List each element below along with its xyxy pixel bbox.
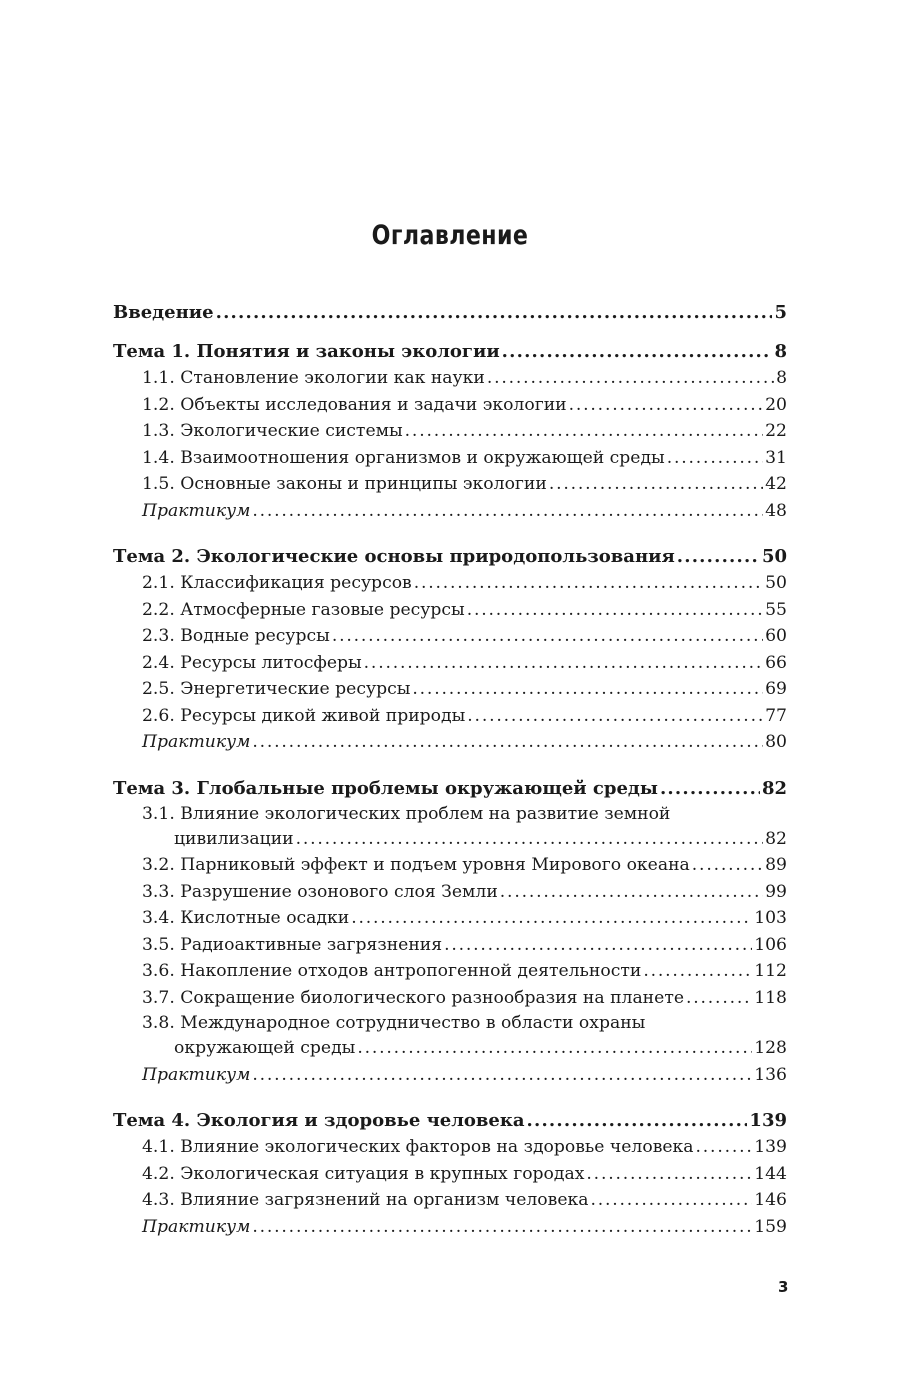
toc-entry-3-3[interactable] — [113, 879, 787, 906]
toc-entry-text: Тема 4. Экология и здоровье человека — [113, 1110, 525, 1131]
toc-entry-text: 3.8. Международное сотрудничество в области охраны — [142, 1013, 646, 1033]
toc-entry-1-2[interactable] — [113, 392, 787, 419]
toc-entry-text: 1.4. Взаимоотношения организмов и окружающей среды — [142, 447, 665, 468]
toc-entry-page: 82 — [761, 777, 787, 799]
toc-entry-2-4[interactable] — [113, 650, 787, 677]
toc-entry-text: 3.6. Накопление отходов антропогенной деятельности — [142, 961, 642, 981]
toc-entry-page: 82 — [765, 828, 787, 849]
toc-entry-3-2[interactable] — [113, 852, 787, 879]
toc-entry-text: 2.4. Ресурсы литосферы — [142, 652, 362, 673]
toc-entry-text: 3.1. Влияние экологических проблем на развитие земной — [142, 803, 671, 824]
toc-entry-text: 3.7. Сокращение биологического разнообразия на планете — [142, 987, 684, 1008]
toc-entry-page: 77 — [765, 705, 787, 726]
toc-entry-text: 4.3. Влияние загрязнений на организм человека — [142, 1190, 589, 1210]
toc-entry-page: 139 — [749, 1110, 787, 1131]
dot-leader — [252, 729, 763, 756]
toc-entry-text: Практикум — [142, 500, 251, 521]
toc-entry-text: цивилизации — [174, 828, 294, 849]
toc-entry-text: Тема 1. Понятия и законы экологии — [113, 341, 500, 362]
toc-entry-3-5[interactable] — [113, 932, 787, 959]
toc-entry-page: 69 — [765, 679, 787, 699]
toc-entry-2-1[interactable] — [113, 570, 787, 597]
toc-topic-3[interactable] — [113, 775, 787, 802]
toc-entry-page: 139 — [754, 1137, 787, 1157]
toc-entry-3-8-line2[interactable] — [113, 1035, 787, 1062]
dot-leader — [500, 879, 763, 906]
page-number: 3 — [778, 1278, 789, 1296]
dot-leader — [351, 905, 752, 932]
dot-leader — [696, 1134, 753, 1161]
toc-entry-text: 1.5. Основные законы и принципы экологии — [142, 474, 547, 494]
toc-entry-text: 4.2. Экологическая ситуация в крупных городах — [142, 1163, 585, 1184]
toc-entry-page: 106 — [754, 934, 787, 955]
toc-entry-page: 8 — [776, 368, 787, 388]
toc-topic-4[interactable] — [113, 1107, 787, 1134]
toc-entry-4-practicum[interactable] — [113, 1214, 787, 1241]
toc-entry-text: 4.1. Влияние экологических факторов на здоровье человека — [142, 1137, 694, 1157]
toc-entry-4-2[interactable] — [113, 1161, 787, 1188]
toc-entry-text: 2.2. Атмосферные газовые ресурсы — [142, 599, 465, 620]
toc-entry-text: Практикум — [142, 1216, 251, 1237]
toc-entry-1-4[interactable] — [113, 445, 787, 472]
toc-entry-text: 2.1. Классификация ресурсов — [142, 573, 412, 593]
page-title: Оглавление — [371, 220, 529, 251]
dot-leader — [692, 852, 763, 879]
toc-entry-3-1-line2[interactable] — [113, 826, 787, 853]
toc-topic-2[interactable] — [113, 543, 787, 570]
toc-entry-page: 136 — [754, 1064, 787, 1085]
dot-leader — [502, 338, 773, 365]
dot-leader — [252, 1062, 752, 1089]
toc-entry-1-5[interactable] — [113, 471, 787, 498]
dot-leader — [569, 392, 764, 419]
toc-entry-intro[interactable] — [113, 299, 787, 326]
toc-entry-page: 80 — [765, 732, 787, 752]
toc-entry-page: 60 — [765, 626, 787, 646]
dot-leader — [660, 775, 760, 802]
toc-entry-4-1[interactable] — [113, 1134, 787, 1161]
toc-topic-1[interactable] — [113, 338, 787, 365]
toc-entry-text: 1.3. Экологические системы — [142, 421, 403, 441]
dot-leader — [590, 1187, 752, 1214]
dot-leader — [405, 418, 763, 445]
dot-leader — [549, 471, 763, 498]
toc-entry-page: 50 — [765, 573, 787, 593]
toc-entry-1-3[interactable] — [113, 418, 787, 445]
dot-leader — [467, 597, 763, 624]
dot-leader — [357, 1035, 752, 1062]
dot-leader — [467, 703, 763, 730]
toc-entry-page: 42 — [765, 474, 787, 494]
toc-entry-2-3[interactable] — [113, 623, 787, 650]
toc-entry-page: 159 — [754, 1216, 787, 1237]
toc-entry-page: 128 — [754, 1038, 787, 1058]
toc-entry-page: 50 — [761, 546, 787, 567]
toc-entry-page: 118 — [754, 987, 787, 1008]
toc-entry-1-practicum[interactable] — [113, 498, 787, 525]
toc-entry-page: 55 — [765, 599, 787, 620]
toc-entry-text: 2.6. Ресурсы дикой живой природы — [142, 705, 466, 726]
dot-leader — [414, 570, 763, 597]
dot-leader — [686, 985, 752, 1012]
toc-entry-page: 66 — [765, 652, 787, 673]
dot-leader — [677, 543, 760, 570]
toc-entry-4-3[interactable] — [113, 1187, 787, 1214]
dot-leader — [643, 958, 752, 985]
toc-entry-text: Практикум — [142, 1064, 251, 1085]
dot-leader — [364, 650, 763, 677]
toc-entry-text: 2.5. Энергетические ресурсы — [142, 679, 411, 699]
toc-entry-text: 3.5. Радиоактивные загрязнения — [142, 934, 443, 955]
toc-entry-page: 89 — [765, 855, 787, 875]
toc-entry-text: Тема 3. Глобальные проблемы окружающей среды — [113, 777, 658, 799]
dot-leader — [667, 445, 763, 472]
toc-entry-3-6[interactable] — [113, 958, 787, 985]
toc-entry-2-5[interactable] — [113, 676, 787, 703]
dot-leader — [527, 1107, 748, 1134]
toc-entry-text: Тема 2. Экологические основы природопользования — [113, 546, 675, 567]
toc-entry-3-8-line1[interactable] — [113, 1011, 787, 1035]
toc-entry-2-6[interactable] — [113, 703, 787, 730]
toc-entry-page: 22 — [765, 421, 787, 441]
toc-entry-text: 1.1. Становление экологии как науки — [142, 368, 485, 388]
toc-entry-3-1-line1[interactable] — [113, 802, 787, 826]
toc-entry-text: Введение — [113, 302, 214, 323]
toc-entry-page: 103 — [754, 908, 787, 928]
toc-entry-page: 5 — [774, 302, 787, 323]
toc-entry-page: 146 — [754, 1190, 787, 1210]
toc-entry-page: 20 — [765, 394, 787, 415]
dot-leader — [487, 365, 774, 392]
table-of-contents — [113, 299, 787, 1240]
toc-entry-2-2[interactable] — [113, 597, 787, 624]
dot-leader — [252, 1214, 752, 1241]
toc-entry-page: 31 — [765, 447, 787, 468]
toc-entry-text: 2.3. Водные ресурсы — [142, 626, 330, 646]
toc-entry-text: 1.2. Объекты исследования и задачи экологии — [142, 394, 567, 415]
toc-entry-text: окружающей среды — [174, 1038, 356, 1058]
toc-entry-text: 3.3. Разрушение озонового слоя Земли — [142, 881, 498, 902]
dot-leader — [444, 932, 752, 959]
toc-entry-2-practicum[interactable] — [113, 729, 787, 756]
dot-leader — [216, 299, 773, 326]
toc-entry-3-practicum[interactable] — [113, 1062, 787, 1089]
dot-leader — [586, 1161, 752, 1188]
toc-entry-page: 48 — [765, 500, 787, 521]
dot-leader — [296, 826, 764, 853]
toc-entry-page: 99 — [765, 881, 787, 902]
dot-leader — [252, 498, 763, 525]
dot-leader — [412, 676, 763, 703]
toc-entry-page: 144 — [754, 1163, 787, 1184]
toc-entry-3-4[interactable] — [113, 905, 787, 932]
toc-entry-text: 3.2. Парниковый эффект и подъем уровня Мирового океана — [142, 855, 690, 875]
toc-entry-page: 8 — [774, 341, 787, 362]
toc-entry-1-1[interactable] — [113, 365, 787, 392]
toc-entry-text: Практикум — [142, 732, 251, 752]
dot-leader — [332, 623, 763, 650]
toc-entry-text: 3.4. Кислотные осадки — [142, 908, 350, 928]
toc-entry-3-7[interactable] — [113, 985, 787, 1012]
toc-entry-page: 112 — [754, 961, 787, 981]
